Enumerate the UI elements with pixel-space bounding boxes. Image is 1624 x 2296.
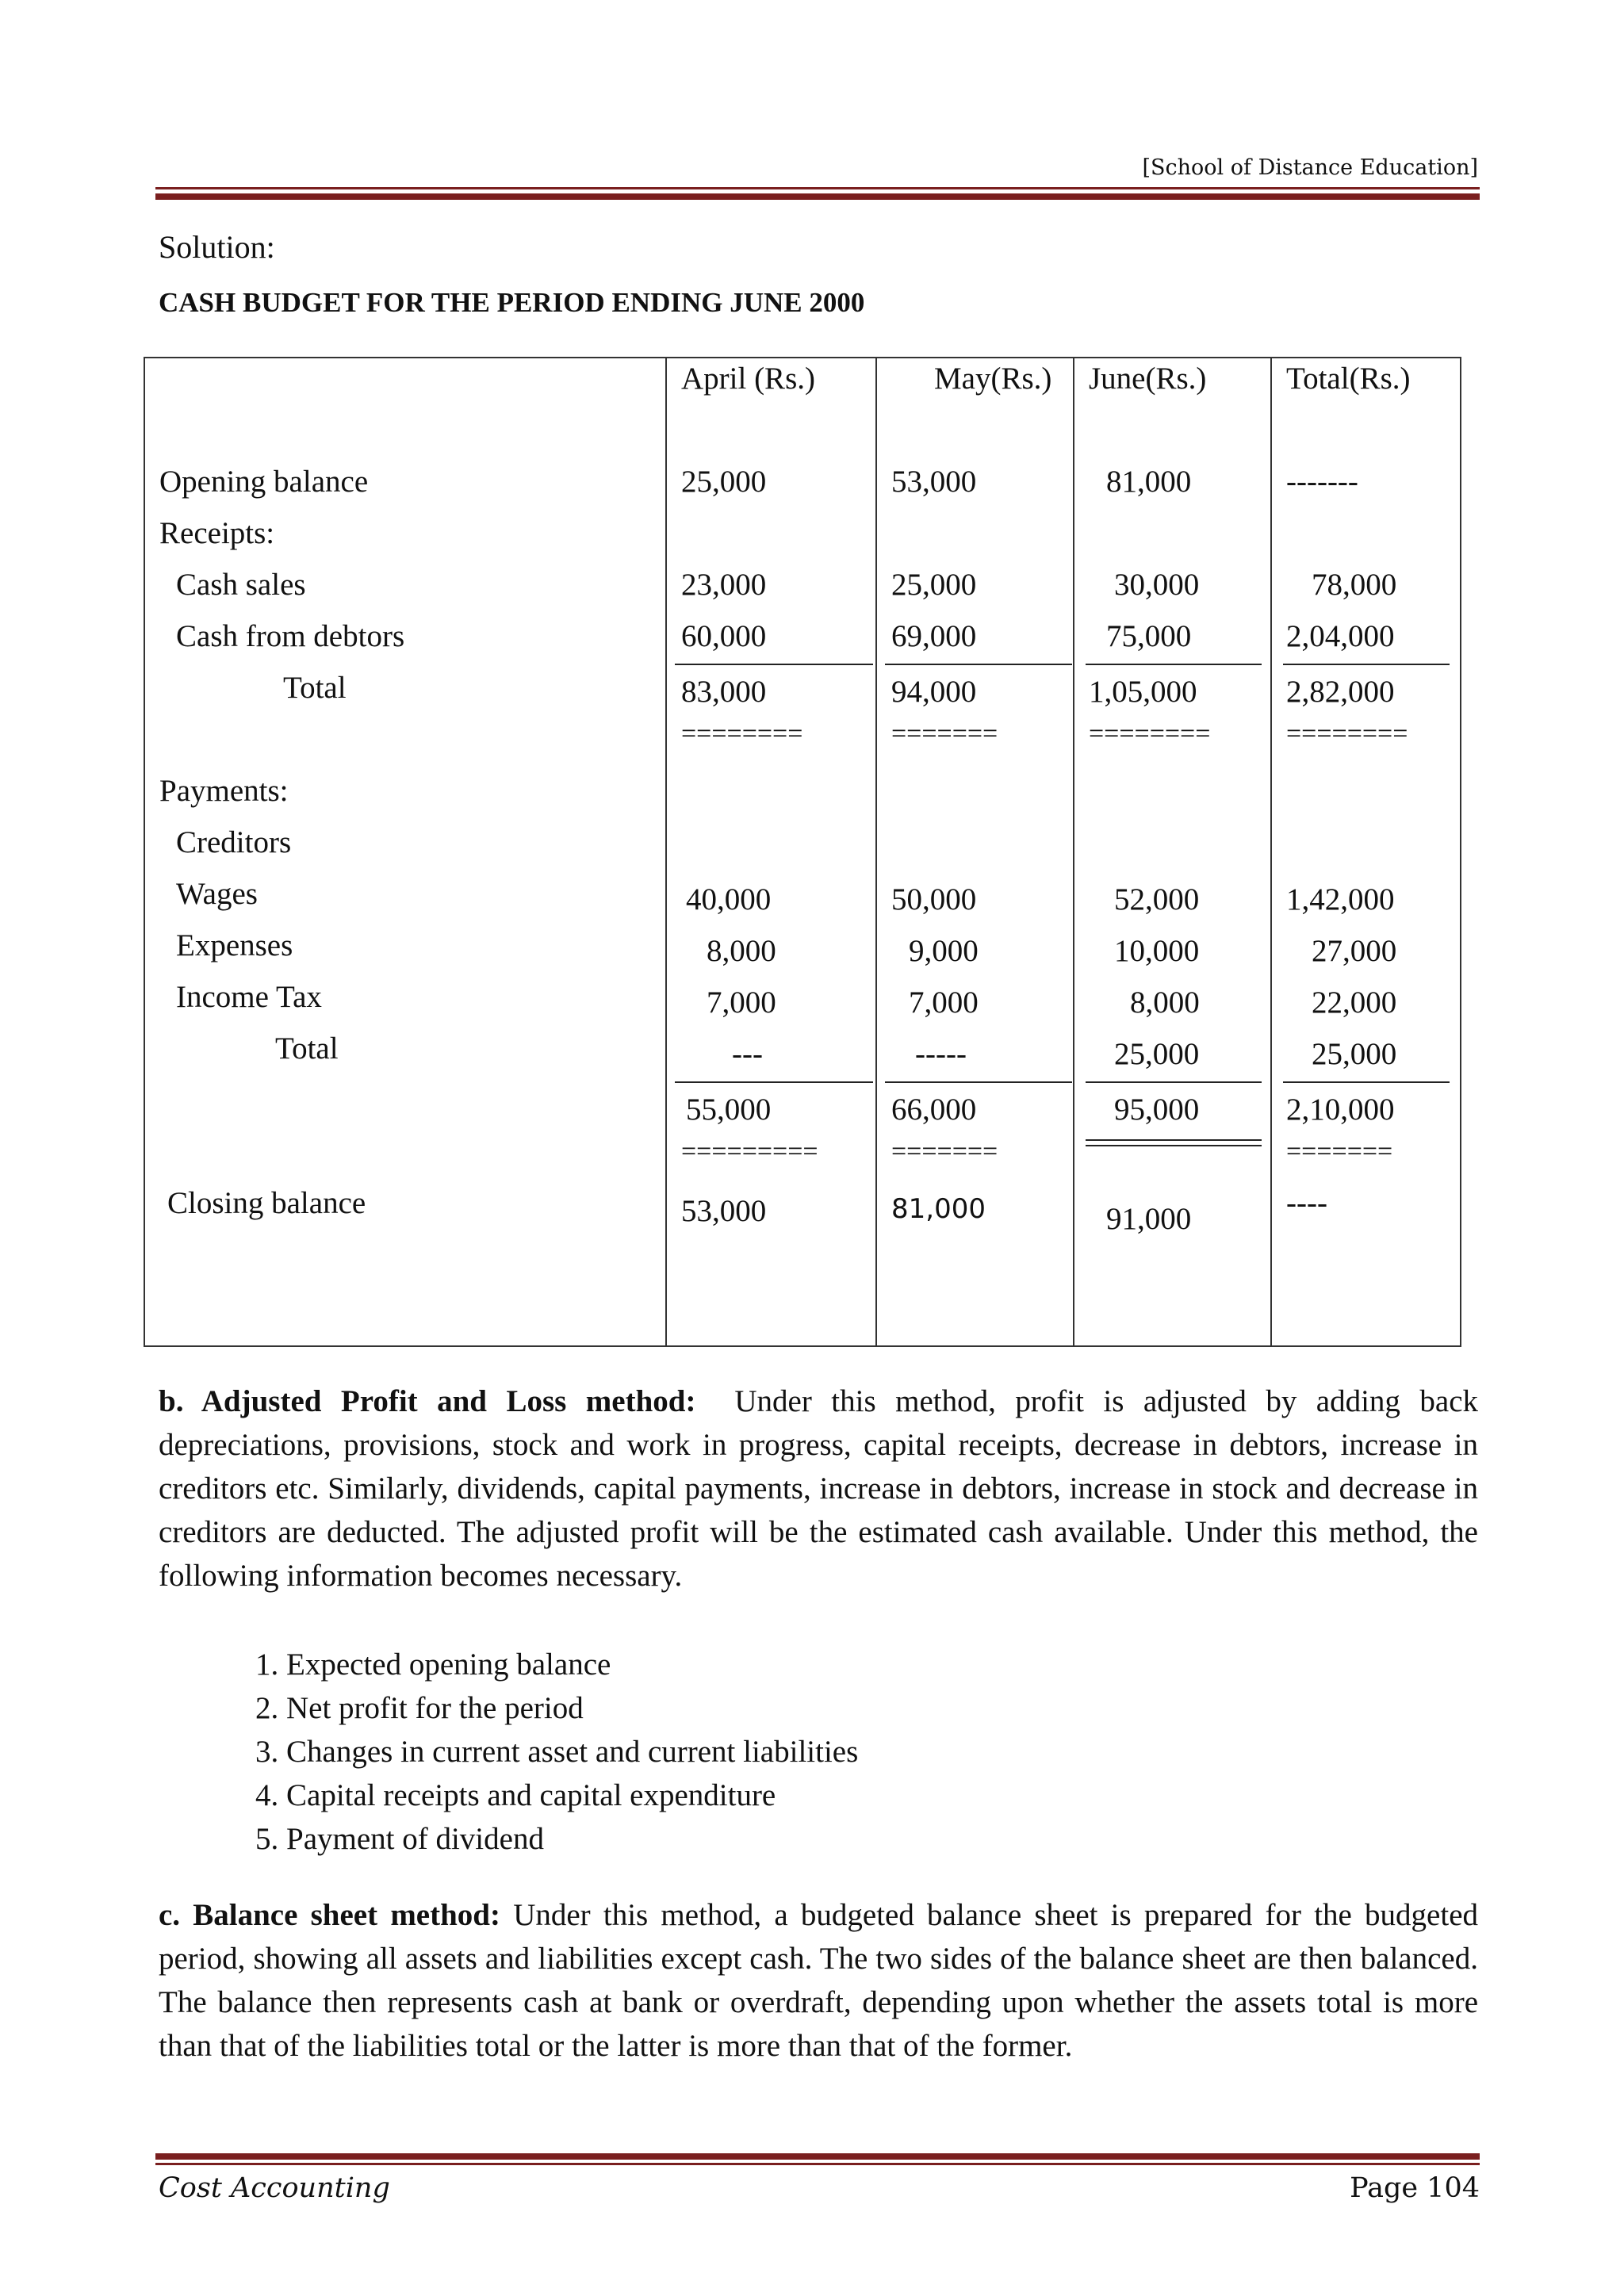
- section-b-paragraph: [159, 1380, 1478, 1598]
- label-cash-from-debtors: Cash from debtors: [176, 619, 405, 653]
- june-double-underline: [1086, 1139, 1262, 1146]
- june-income-tax: 8,000: [1130, 985, 1200, 1020]
- june-total: 1,05,000: [1089, 675, 1197, 709]
- header-rule-thick: [155, 193, 1480, 200]
- april-payments-total: 55,000: [686, 1093, 772, 1127]
- total-underline: [1283, 664, 1450, 665]
- label-opening-balance: Opening balance: [159, 465, 369, 499]
- list-item: 5. Payment of dividend: [255, 1822, 544, 1856]
- total-expenses: 27,000: [1312, 934, 1397, 968]
- april-column: [667, 358, 875, 1345]
- label-receipts-total: Total: [283, 671, 347, 705]
- april-cash-sales: 23,000: [681, 568, 767, 602]
- section-c-text: Under this method, a budgeted balance sheet is prepared for the budgeted period, showing all assets and liabilities except cash. The two sides of the balance sheet are then balanced. The balance then represents cash at bank or overdraft, depending upon whether the assets total is more than that of the liabilities total or the latter is more than that of the former.: [159, 1898, 1479, 2063]
- may-column: [877, 358, 1073, 1345]
- may-underline: [885, 664, 1072, 665]
- may-income-tax: 7,000: [909, 985, 979, 1020]
- april-wages: 40,000: [686, 882, 772, 916]
- april-income-tax: 7,000: [707, 985, 776, 1020]
- june-underline: [1086, 664, 1262, 665]
- april-expenses: 8,000: [707, 934, 776, 968]
- april-double-rule-2: =========: [681, 1137, 818, 1166]
- total-wages: 1,42,000: [1286, 882, 1395, 916]
- total-extra: 25,000: [1312, 1037, 1397, 1071]
- may-double-rule: =======: [891, 719, 998, 748]
- page-number: Page 104: [1350, 2172, 1480, 2204]
- june-expenses: 10,000: [1114, 934, 1200, 968]
- april-opening: 25,000: [681, 465, 767, 499]
- section-c-paragraph: [159, 1893, 1478, 2068]
- april-total: 83,000: [681, 675, 767, 709]
- footer-course: Cost Accounting: [159, 2172, 390, 2204]
- april-extra: ---: [732, 1037, 763, 1071]
- footer-rule-thin: [155, 2163, 1480, 2165]
- june-opening: 81,000: [1106, 465, 1192, 499]
- total-underline-2: [1283, 1081, 1450, 1083]
- may-closing: 81,000: [891, 1193, 986, 1225]
- budget-title: CASH BUDGET FOR THE PERIOD ENDING JUNE 2000: [159, 287, 865, 318]
- may-extra: -----: [915, 1037, 967, 1071]
- total-income-tax: 22,000: [1312, 985, 1397, 1020]
- label-receipts: Receipts:: [159, 516, 275, 550]
- may-payments-total: 66,000: [891, 1093, 977, 1127]
- total-double-rule: ========: [1286, 719, 1408, 748]
- june-wages: 52,000: [1114, 882, 1200, 916]
- may-opening: 53,000: [891, 465, 977, 499]
- label-income-tax: Income Tax: [176, 980, 322, 1014]
- april-double-rule: ========: [681, 719, 803, 748]
- label-closing-balance: Closing balance: [167, 1186, 366, 1220]
- june-cash-sales: 30,000: [1114, 568, 1200, 602]
- june-extra: 25,000: [1114, 1037, 1200, 1071]
- label-creditors: Creditors: [176, 825, 292, 859]
- total-opening: -------: [1286, 465, 1358, 499]
- header-april: April (Rs.): [681, 362, 815, 396]
- april-underline-2: [675, 1081, 873, 1083]
- solution-label: Solution:: [159, 229, 275, 265]
- cash-budget-table: [144, 357, 1461, 1347]
- list-item: 1. Expected opening balance: [255, 1647, 611, 1682]
- may-expenses: 9,000: [909, 934, 979, 968]
- section-c-heading: c. Balance sheet method:: [159, 1898, 500, 1932]
- label-wages: Wages: [176, 877, 258, 911]
- label-expenses: Expenses: [176, 928, 293, 962]
- section-b-text: Under this method, profit is adjusted by adding back depreciations, provisions, stock and work in progress, capital receipts, decrease in debtors, increase in creditors etc. Similarly, dividends, capital payments, increase in debtors, increase in stock and decrease in creditors are deducted. The adjusted profit will be the estimated cash available. Under this method, the following information becomes necessary.: [159, 1384, 1479, 1593]
- list-item: 3. Changes in current asset and current liabilities: [255, 1735, 859, 1769]
- label-column: [145, 358, 665, 1345]
- may-total: 94,000: [891, 675, 977, 709]
- may-double-rule-2: =======: [891, 1137, 998, 1166]
- june-payments-total: 95,000: [1114, 1093, 1200, 1127]
- section-b-heading: b. Adjusted Profit and Loss method:: [159, 1384, 696, 1418]
- total-double-rule-2: =======: [1286, 1137, 1393, 1166]
- total-closing: ----: [1286, 1186, 1327, 1220]
- total-total: 2,82,000: [1286, 675, 1395, 709]
- june-double-rule: ========: [1089, 719, 1211, 748]
- label-cash-sales: Cash sales: [176, 568, 306, 602]
- label-payments: Payments:: [159, 774, 289, 808]
- june-closing: 91,000: [1106, 1202, 1192, 1236]
- june-column: [1074, 358, 1270, 1345]
- info-list: [255, 1643, 858, 1861]
- total-payments-total: 2,10,000: [1286, 1093, 1395, 1127]
- may-cash-sales: 25,000: [891, 568, 977, 602]
- may-underline-2: [885, 1081, 1072, 1083]
- total-cash-sales: 78,000: [1312, 568, 1397, 602]
- april-debtors: 60,000: [681, 619, 767, 653]
- list-item: 2. Net profit for the period: [255, 1691, 584, 1725]
- april-underline: [675, 664, 873, 665]
- may-debtors: 69,000: [891, 619, 977, 653]
- header-total: Total(Rs.): [1286, 362, 1411, 396]
- total-debtors: 2,04,000: [1286, 619, 1395, 653]
- footer-rule-thick: [155, 2153, 1480, 2160]
- june-underline-2: [1086, 1081, 1262, 1083]
- june-debtors: 75,000: [1106, 619, 1192, 653]
- header-institution: [School of Distance Education]: [1142, 155, 1478, 180]
- header-may: May(Rs.): [934, 362, 1052, 396]
- total-column: [1272, 358, 1460, 1345]
- header-rule-thin: [155, 187, 1480, 189]
- list-item: 4. Capital receipts and capital expenditure: [255, 1778, 776, 1812]
- label-payments-total: Total: [275, 1031, 339, 1066]
- header-june: June(Rs.): [1089, 362, 1207, 396]
- may-wages: 50,000: [891, 882, 977, 916]
- april-closing: 53,000: [681, 1194, 767, 1228]
